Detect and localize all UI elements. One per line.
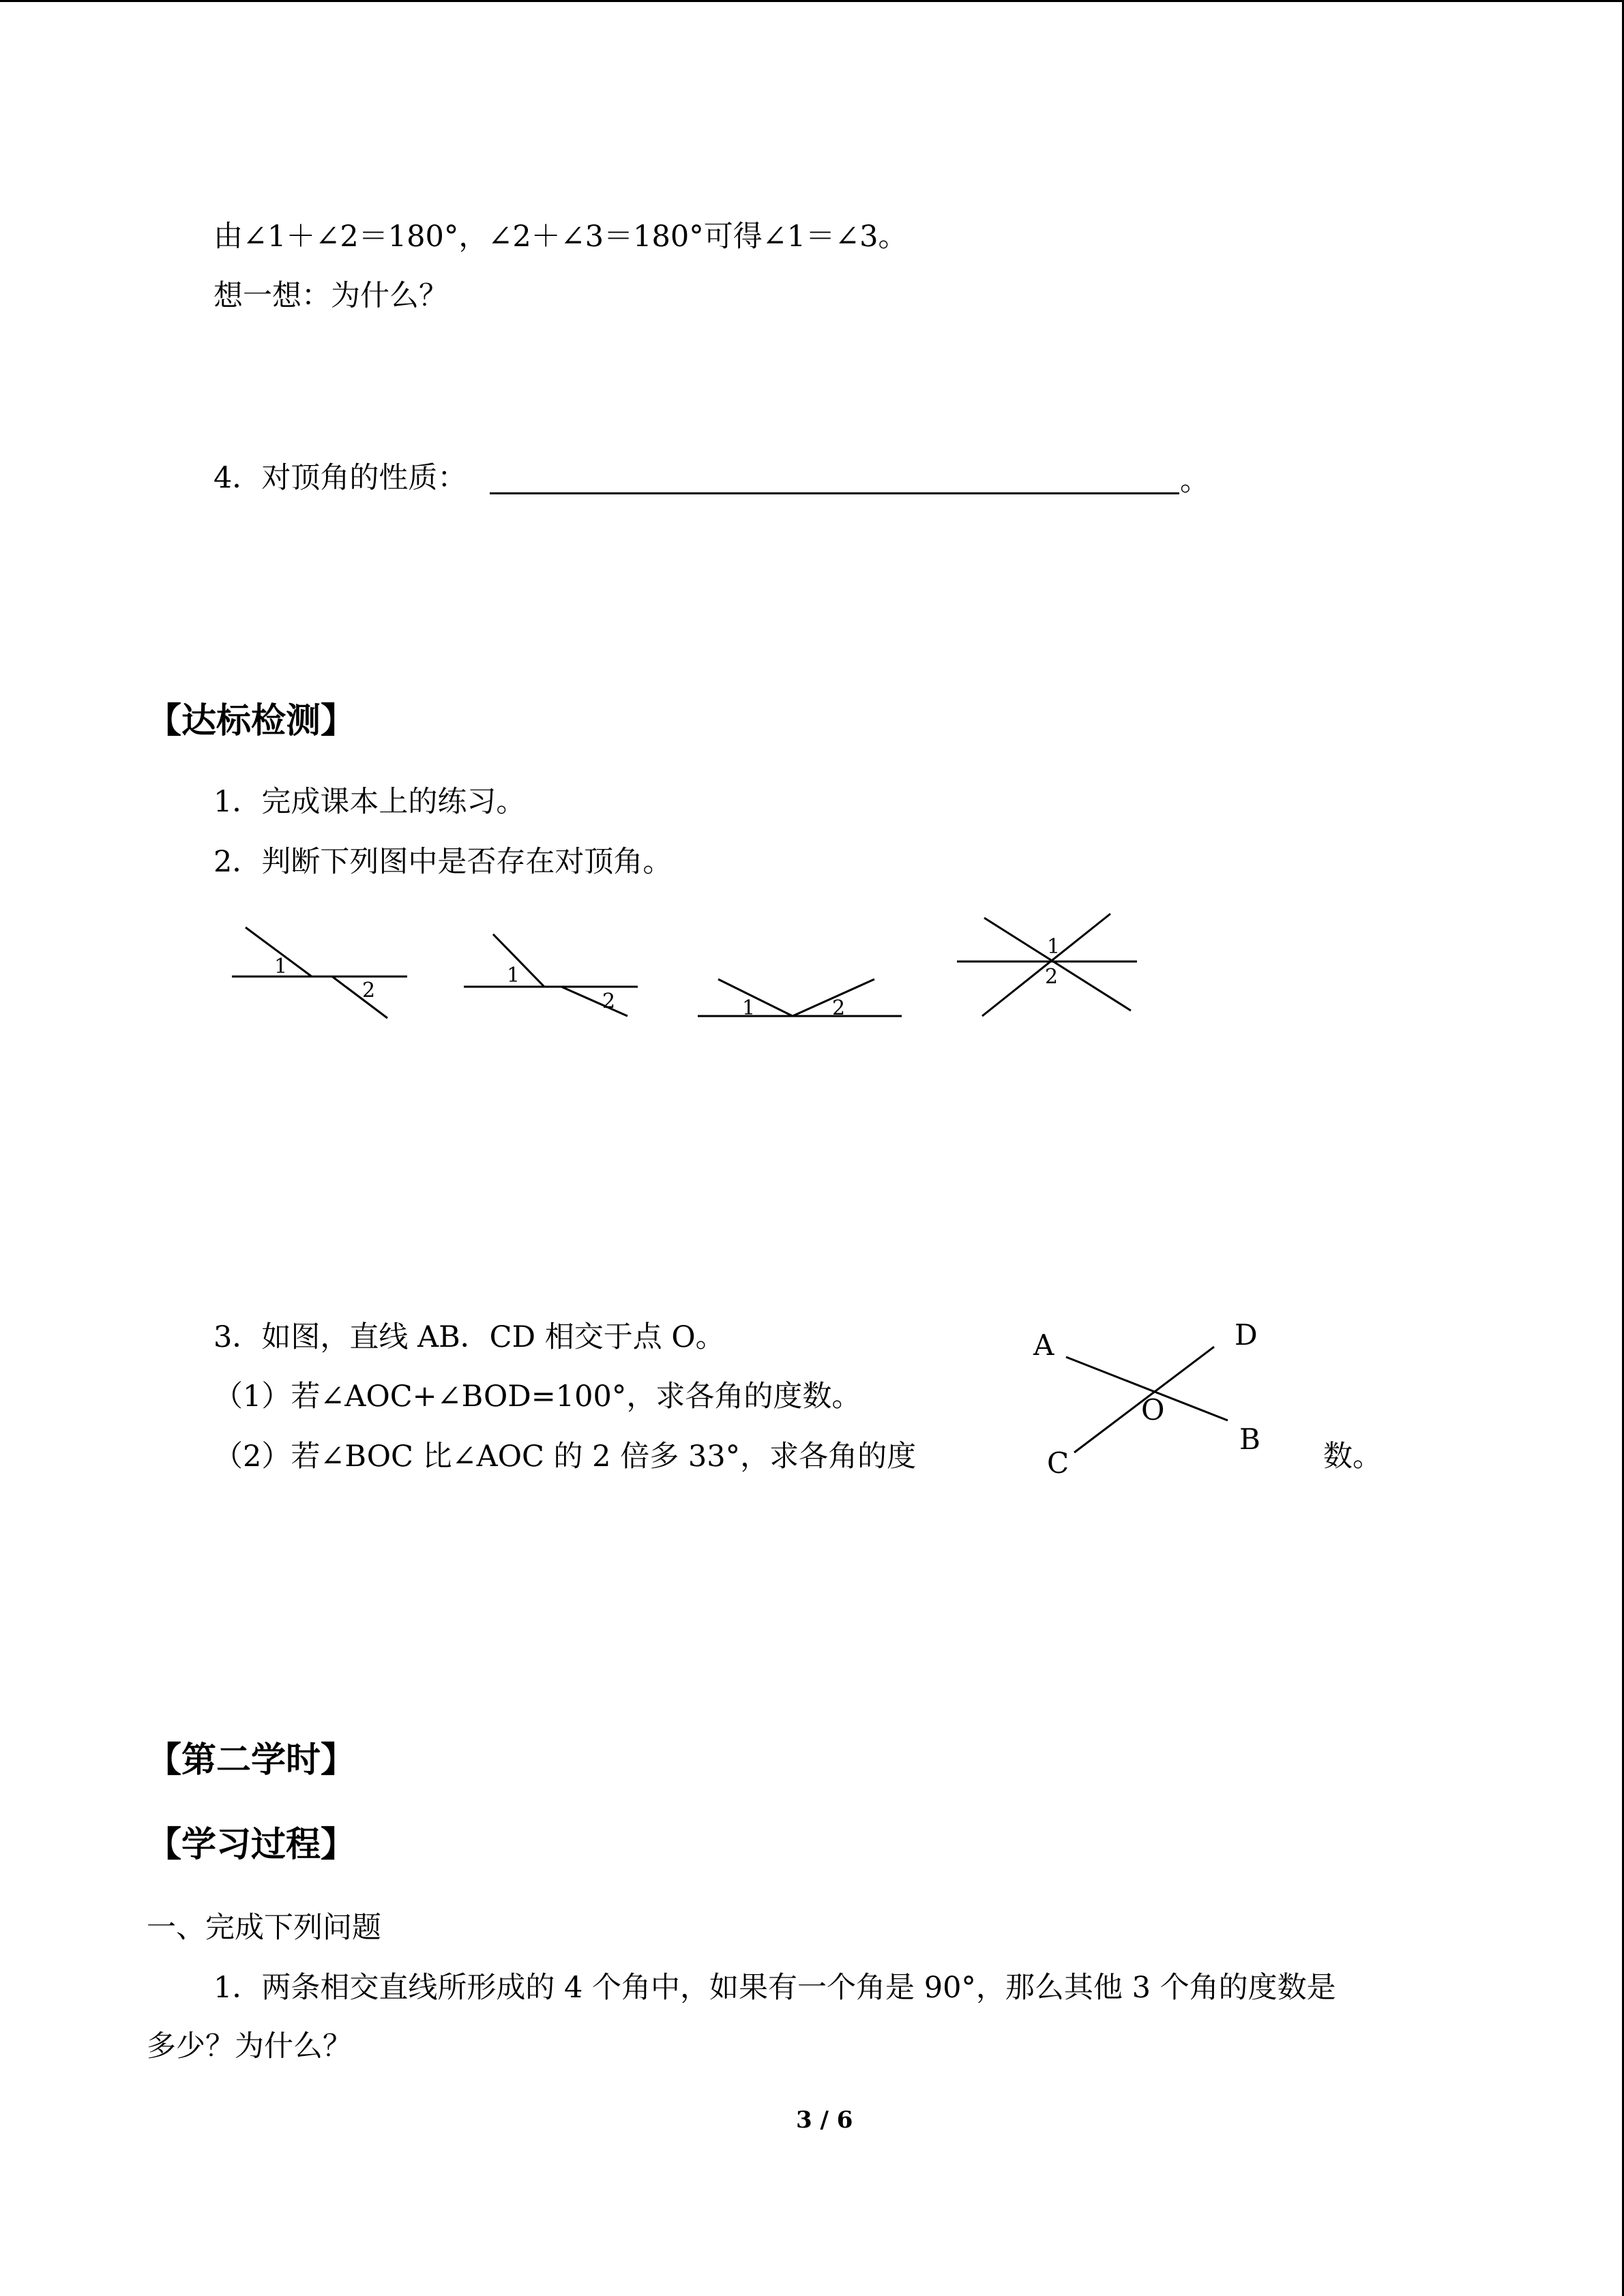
check-question-3-part-2: （2）若∠BOC 比∠AOC 的 2 倍多 33°，求各角的度 [213, 1440, 917, 1474]
figure-1-right-segment [332, 976, 387, 1018]
figure-3-label-1: 1 [742, 996, 756, 1020]
vertical-angle-property-label: 4．对顶角的性质： [213, 461, 467, 495]
figure-3 [696, 968, 914, 1037]
point-label-a: A [1033, 1328, 1054, 1362]
figure-4-label-1: 1 [1047, 935, 1061, 959]
figure-2 [459, 927, 643, 1030]
page-top-border [0, 0, 1624, 2]
section-heading-check: 【达标检测】 [147, 701, 356, 741]
figure-1-label-1: 1 [274, 955, 288, 979]
point-label-d: D [1235, 1318, 1258, 1352]
check-question-2: 2．判断下列图中是否存在对顶角。 [213, 845, 673, 879]
angle-equation-line: 由∠1＋∠2＝180°，∠2＋∠3＝180°可得∠1＝∠3。 [213, 220, 908, 254]
section-heading-second-lesson: 【第二学时】 [147, 1740, 356, 1780]
check-question-3-part-1: （1）若∠AOC+∠BOD=100°，求各角的度数。 [213, 1380, 861, 1414]
figure-4-label-2: 2 [1045, 965, 1059, 989]
check-question-1: 1．完成课本上的练习。 [213, 785, 526, 819]
figure-3-left-ray [718, 979, 793, 1016]
lesson-question-1-line-1: 1．两条相交直线所形成的 4 个角中，如果有一个角是 90°，那么其他 3 个角的度数是 [213, 1971, 1336, 2005]
figure-4 [951, 907, 1142, 1023]
property-end-mark: 。 [1180, 464, 1209, 498]
lesson-question-1-line-2: 多少？为什么？ [147, 2029, 352, 2063]
figure-2-label-2: 2 [602, 989, 616, 1013]
figure-1 [228, 921, 413, 1023]
check-question-3: 3．如图，直线 AB．CD 相交于点 O。 [213, 1320, 725, 1354]
section-heading-learning-process: 【学习过程】 [147, 1825, 356, 1865]
figure-2-label-1: 1 [507, 964, 520, 987]
figure-1-label-2: 2 [362, 979, 376, 1002]
point-label-c: C [1047, 1446, 1069, 1480]
page-number: 3 / 6 [796, 2106, 853, 2134]
check-question-3-part-2-tail: 数。 [1323, 1440, 1382, 1474]
property-answer-blank[interactable] [490, 492, 1179, 494]
think-question: 想一想：为什么？ [213, 279, 448, 313]
figure-3-label-2: 2 [832, 996, 846, 1020]
point-label-o: O [1141, 1393, 1165, 1427]
point-label-b: B [1239, 1422, 1260, 1456]
figure-2-right-segment [561, 987, 628, 1016]
intersecting-lines-diagram [1023, 1316, 1282, 1487]
part-1-title: 一、完成下列问题 [147, 1911, 381, 1945]
